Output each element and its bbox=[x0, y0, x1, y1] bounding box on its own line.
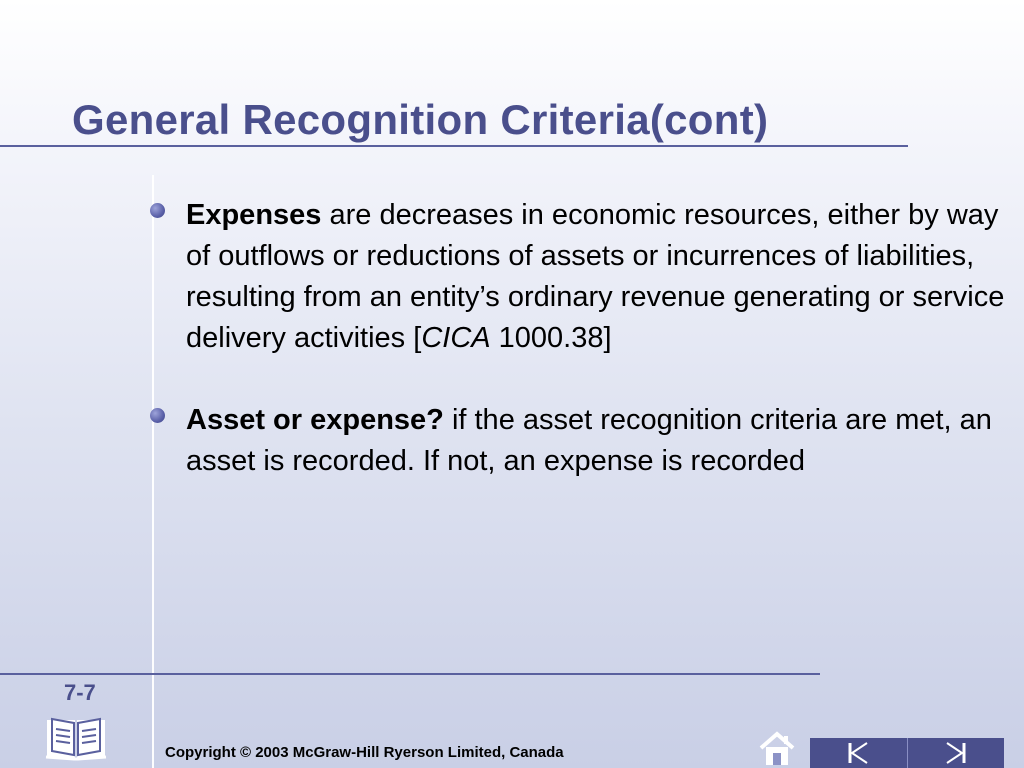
bullet-italic-ref: CICA bbox=[421, 322, 491, 354]
bullet-term: Asset or expense? bbox=[186, 404, 444, 436]
bullet-text-end: 1000.38] bbox=[490, 322, 612, 354]
bullet-dot-icon bbox=[150, 203, 165, 218]
home-icon[interactable] bbox=[755, 728, 799, 768]
bullet-term: Expenses bbox=[186, 199, 322, 231]
bullet-text: if the asset recognition criteria are met, an asset is recorded. If not, an expense is recorded bbox=[186, 404, 992, 477]
skip-back-icon bbox=[843, 740, 873, 766]
bullet-dot-icon bbox=[150, 408, 165, 423]
bullet-list bbox=[150, 195, 1018, 482]
slide-title: General Recognition Criteria(cont) bbox=[72, 96, 769, 143]
next-button[interactable] bbox=[908, 738, 1005, 768]
skip-forward-icon bbox=[941, 740, 971, 766]
slide-navigation bbox=[810, 738, 1004, 768]
book-icon bbox=[44, 713, 108, 763]
bullet-text: are decreases in economic resources, either by way of outflows or reductions of assets or incurrences of liabilities, resulting from an entity’s ordinary revenue generating or service delivery activities [ bbox=[186, 199, 1005, 354]
copyright-notice: Copyright © 2003 McGraw-Hill Ryerson Limited, Canada bbox=[165, 744, 564, 761]
footer-rule bbox=[0, 673, 820, 675]
title-underline bbox=[0, 145, 908, 147]
bullet-expenses bbox=[150, 195, 1018, 359]
previous-button[interactable] bbox=[810, 738, 908, 768]
page-number: 7-7 bbox=[64, 680, 96, 705]
bullet-asset-or-expense bbox=[150, 400, 1018, 482]
